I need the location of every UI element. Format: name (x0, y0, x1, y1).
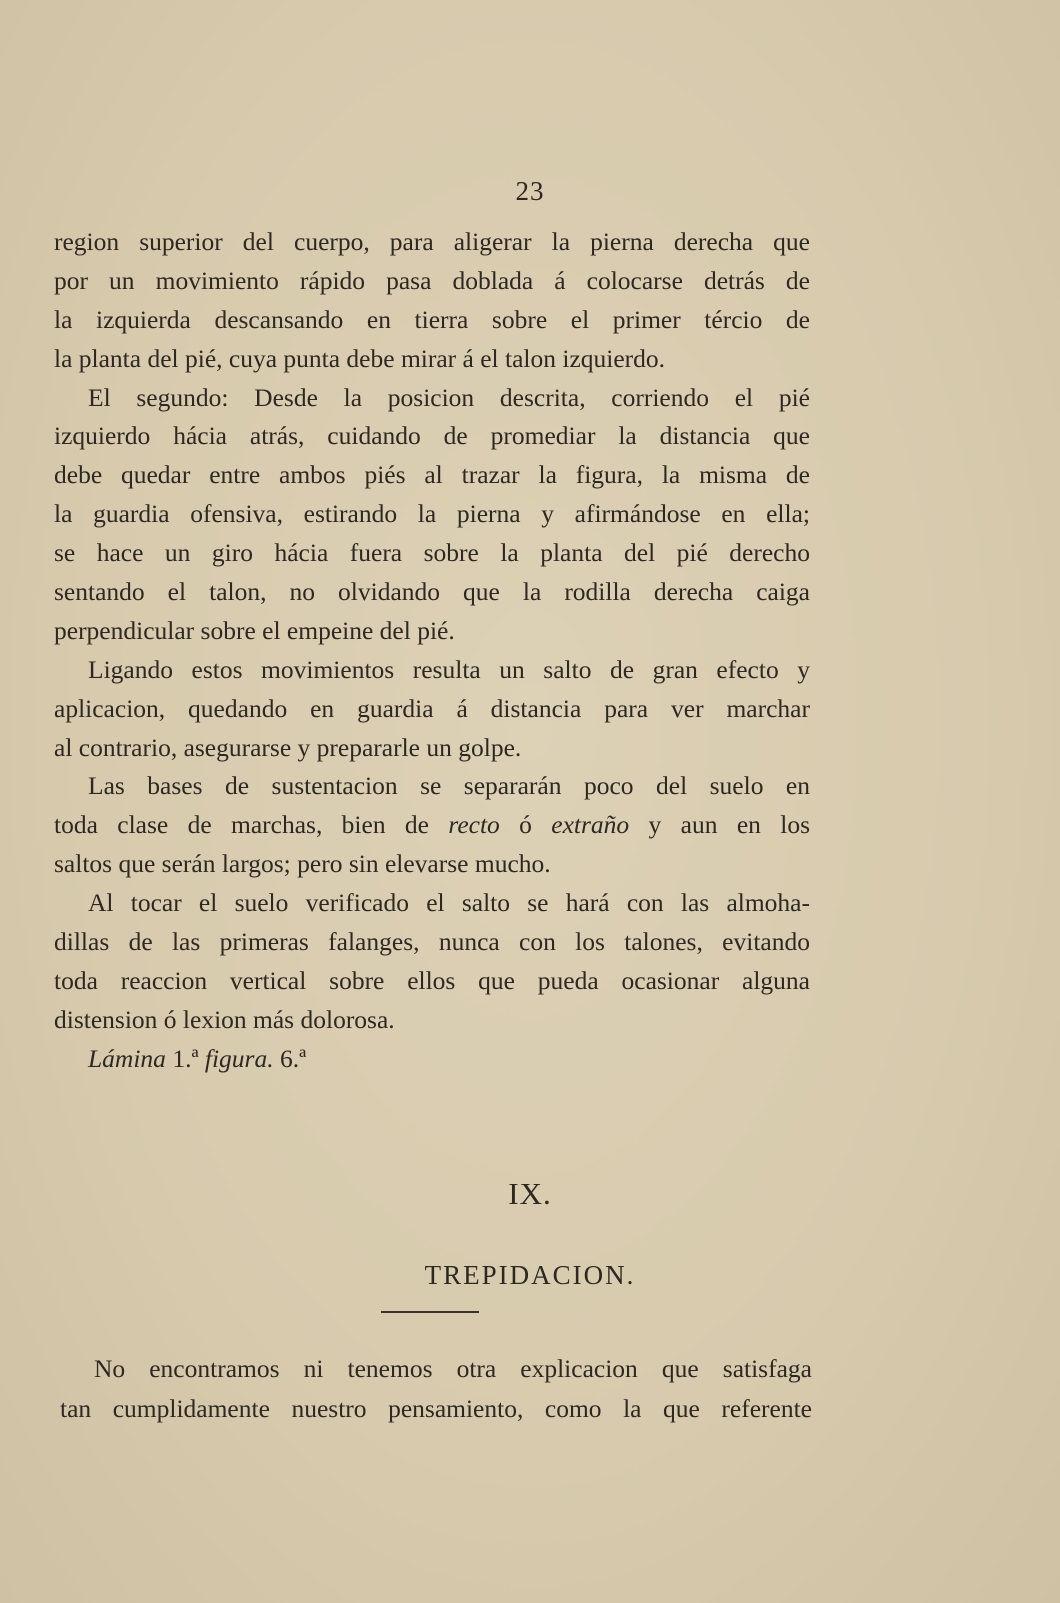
italic-word-extrano: extraño (551, 810, 630, 840)
text-line: toda reaccion vertical sobre ellos que pueda ocasionar alguna (54, 965, 810, 995)
section-divider (381, 1311, 479, 1313)
section-numeral: IX. (508, 1176, 552, 1211)
text-run: y aun en los (629, 810, 810, 840)
body-text (54, 223, 810, 1079)
text-line: El segundo: Desde la posicion descrita, corriendo el pié (88, 382, 810, 412)
text-line (54, 806, 810, 845)
caption-lamina: Lámina (88, 1043, 166, 1073)
text-line: la izquierda descansando en tierra sobre el primer tércio de (54, 304, 810, 334)
text-line: por un movimiento rápido pasa doblada á colocarse detrás de (54, 265, 810, 295)
text-line: distension ó lexion más dolorosa. (54, 1004, 395, 1034)
text-line: debe quedar entre ambos piés al trazar la figura, la misma de (54, 460, 810, 490)
caption-figura-number: 6.ª (279, 1043, 307, 1073)
text-line: sentando el talon, no olvidando que la rodilla derecha caiga (54, 577, 810, 607)
text-line: se hace un giro hácia fuera sobre la planta del pié derecho (54, 538, 810, 568)
caption-lamina-number: 1.ª (172, 1043, 199, 1073)
plate-caption (54, 1040, 810, 1079)
caption-figura: figura. (204, 1043, 274, 1073)
text-line: region superior del cuerpo, para aligerar la pierna derecha que (54, 227, 810, 256)
text-run: ó (499, 810, 552, 840)
text-line: tan cumplidamente nuestro pensamiento, como la que referente (60, 1394, 812, 1423)
page-number: 23 (515, 176, 545, 206)
text-line: la guardia ofensiva, estirando la pierna y afirmándose en ella; (54, 499, 810, 529)
text-line: perpendicular sobre el empeine del pié. (54, 615, 455, 645)
text-line: aplicacion, quedando en guardia á distancia para ver marchar (54, 693, 810, 723)
text-line: Al tocar el suelo verificado el salto se hará con las almoha- (88, 888, 810, 918)
text-line: izquierdo hácia atrás, cuidando de promediar la distancia que (54, 421, 810, 451)
text-line: la planta del pié, cuya punta debe mirar á el talon izquierdo. (54, 343, 666, 373)
text-line: saltos que serán largos; pero sin elevarse mucho. (54, 849, 551, 879)
text-line: al contrario, asegurarse y prepararle un golpe. (54, 732, 522, 762)
italic-word-recto: recto (448, 810, 500, 840)
text-line: dillas de las primeras falanges, nunca con los talones, evitando (54, 927, 810, 957)
section-title: TREPIDACION. (424, 1260, 636, 1290)
text-line: No encontramos ni tenemos otra explicacion que satisfaga (94, 1354, 812, 1383)
text-run: toda clase de marchas, bien de (54, 810, 449, 840)
section-body-text (60, 1349, 812, 1429)
text-line: Las bases de sustentacion se separarán poco del suelo en (88, 771, 810, 801)
text-line: Ligando estos movimientos resulta un salto de gran efecto y (88, 654, 810, 684)
